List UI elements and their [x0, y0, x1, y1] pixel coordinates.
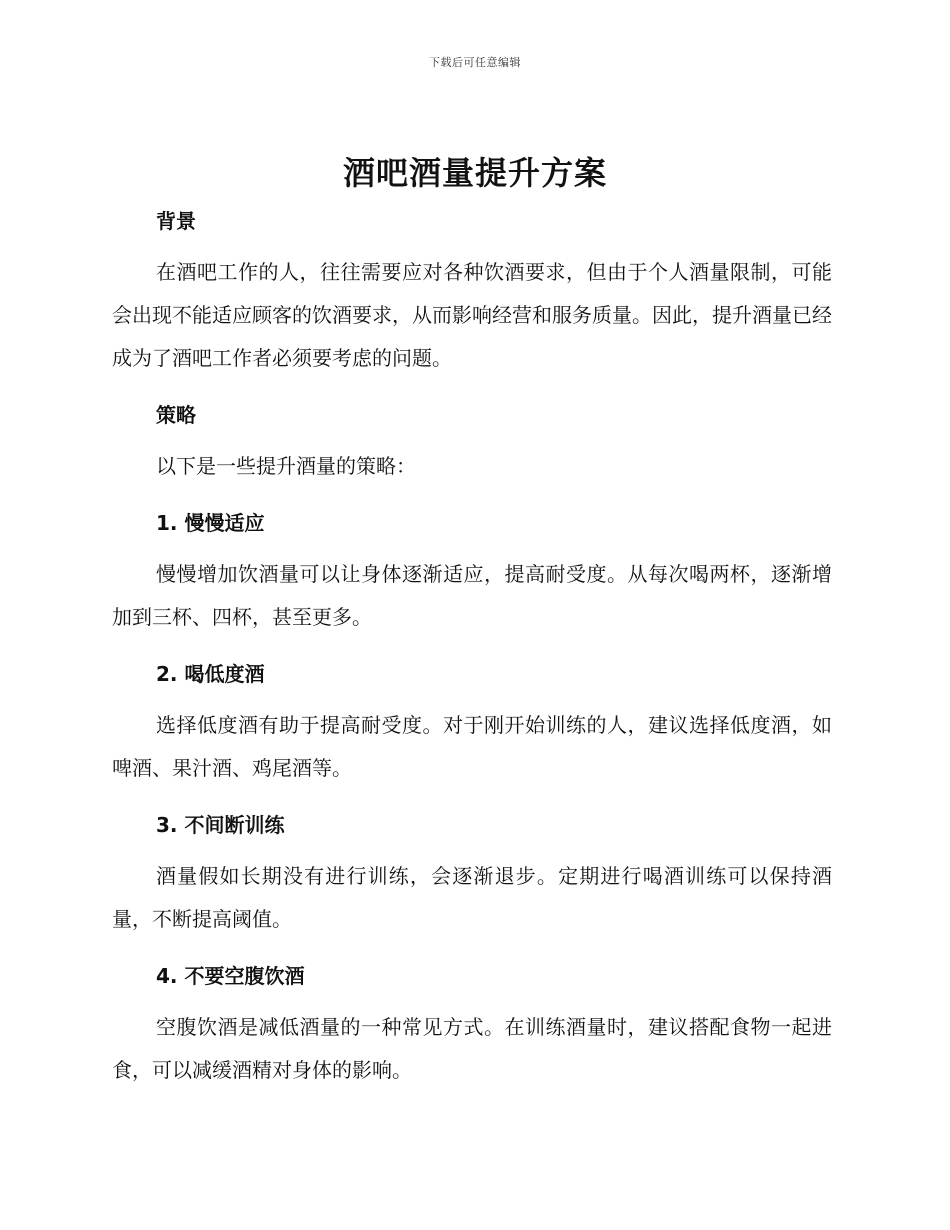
section-heading-empty-stomach: 4. 不要空腹饮酒: [156, 964, 305, 988]
section-heading-adapt: 1. 慢慢适应: [156, 511, 265, 535]
section-body-strategy: 以下是一些提升酒量的策略：: [156, 454, 416, 478]
section-body-empty-stomach: 空腹饮酒是减低酒量的一种常见方式。在训练酒量时，建议搭配食物一起进食，可以减缓酒精对身体的影响。: [112, 1015, 832, 1082]
section-heading-training: 3. 不间断训练: [156, 813, 285, 837]
header-note: 下载后可任意编辑: [429, 56, 521, 69]
document-body: [112, 200, 832, 1092]
section-body-background: 在酒吧工作的人，往往需要应对各种饮酒要求，但由于个人酒量限制，可能会出现不能适应顾客的饮酒要求，从而影响经营和服务质量。因此，提升酒量已经成为了酒吧工作者必须要考虑的问题。: [112, 260, 832, 370]
section-heading-strategy: 策略: [156, 403, 196, 427]
document-title: 酒吧酒量提升方案: [342, 154, 607, 192]
section-body-training: 酒量假如长期没有进行训练，会逐渐退步。定期进行喝酒训练可以保持酒量，不断提高阈值。: [112, 864, 832, 931]
section-body-low-alcohol: 选择低度酒有助于提高耐受度。对于刚开始训练的人，建议选择低度酒，如啤酒、果汁酒、鸡尾酒等。: [112, 713, 832, 780]
section-heading-low-alcohol: 2. 喝低度酒: [156, 662, 265, 686]
section-heading-background: 背景: [156, 209, 196, 233]
section-body-adapt: 慢慢增加饮酒量可以让身体逐渐适应，提高耐受度。从每次喝两杯，逐渐增加到三杯、四杯，甚至更多。: [112, 562, 832, 629]
